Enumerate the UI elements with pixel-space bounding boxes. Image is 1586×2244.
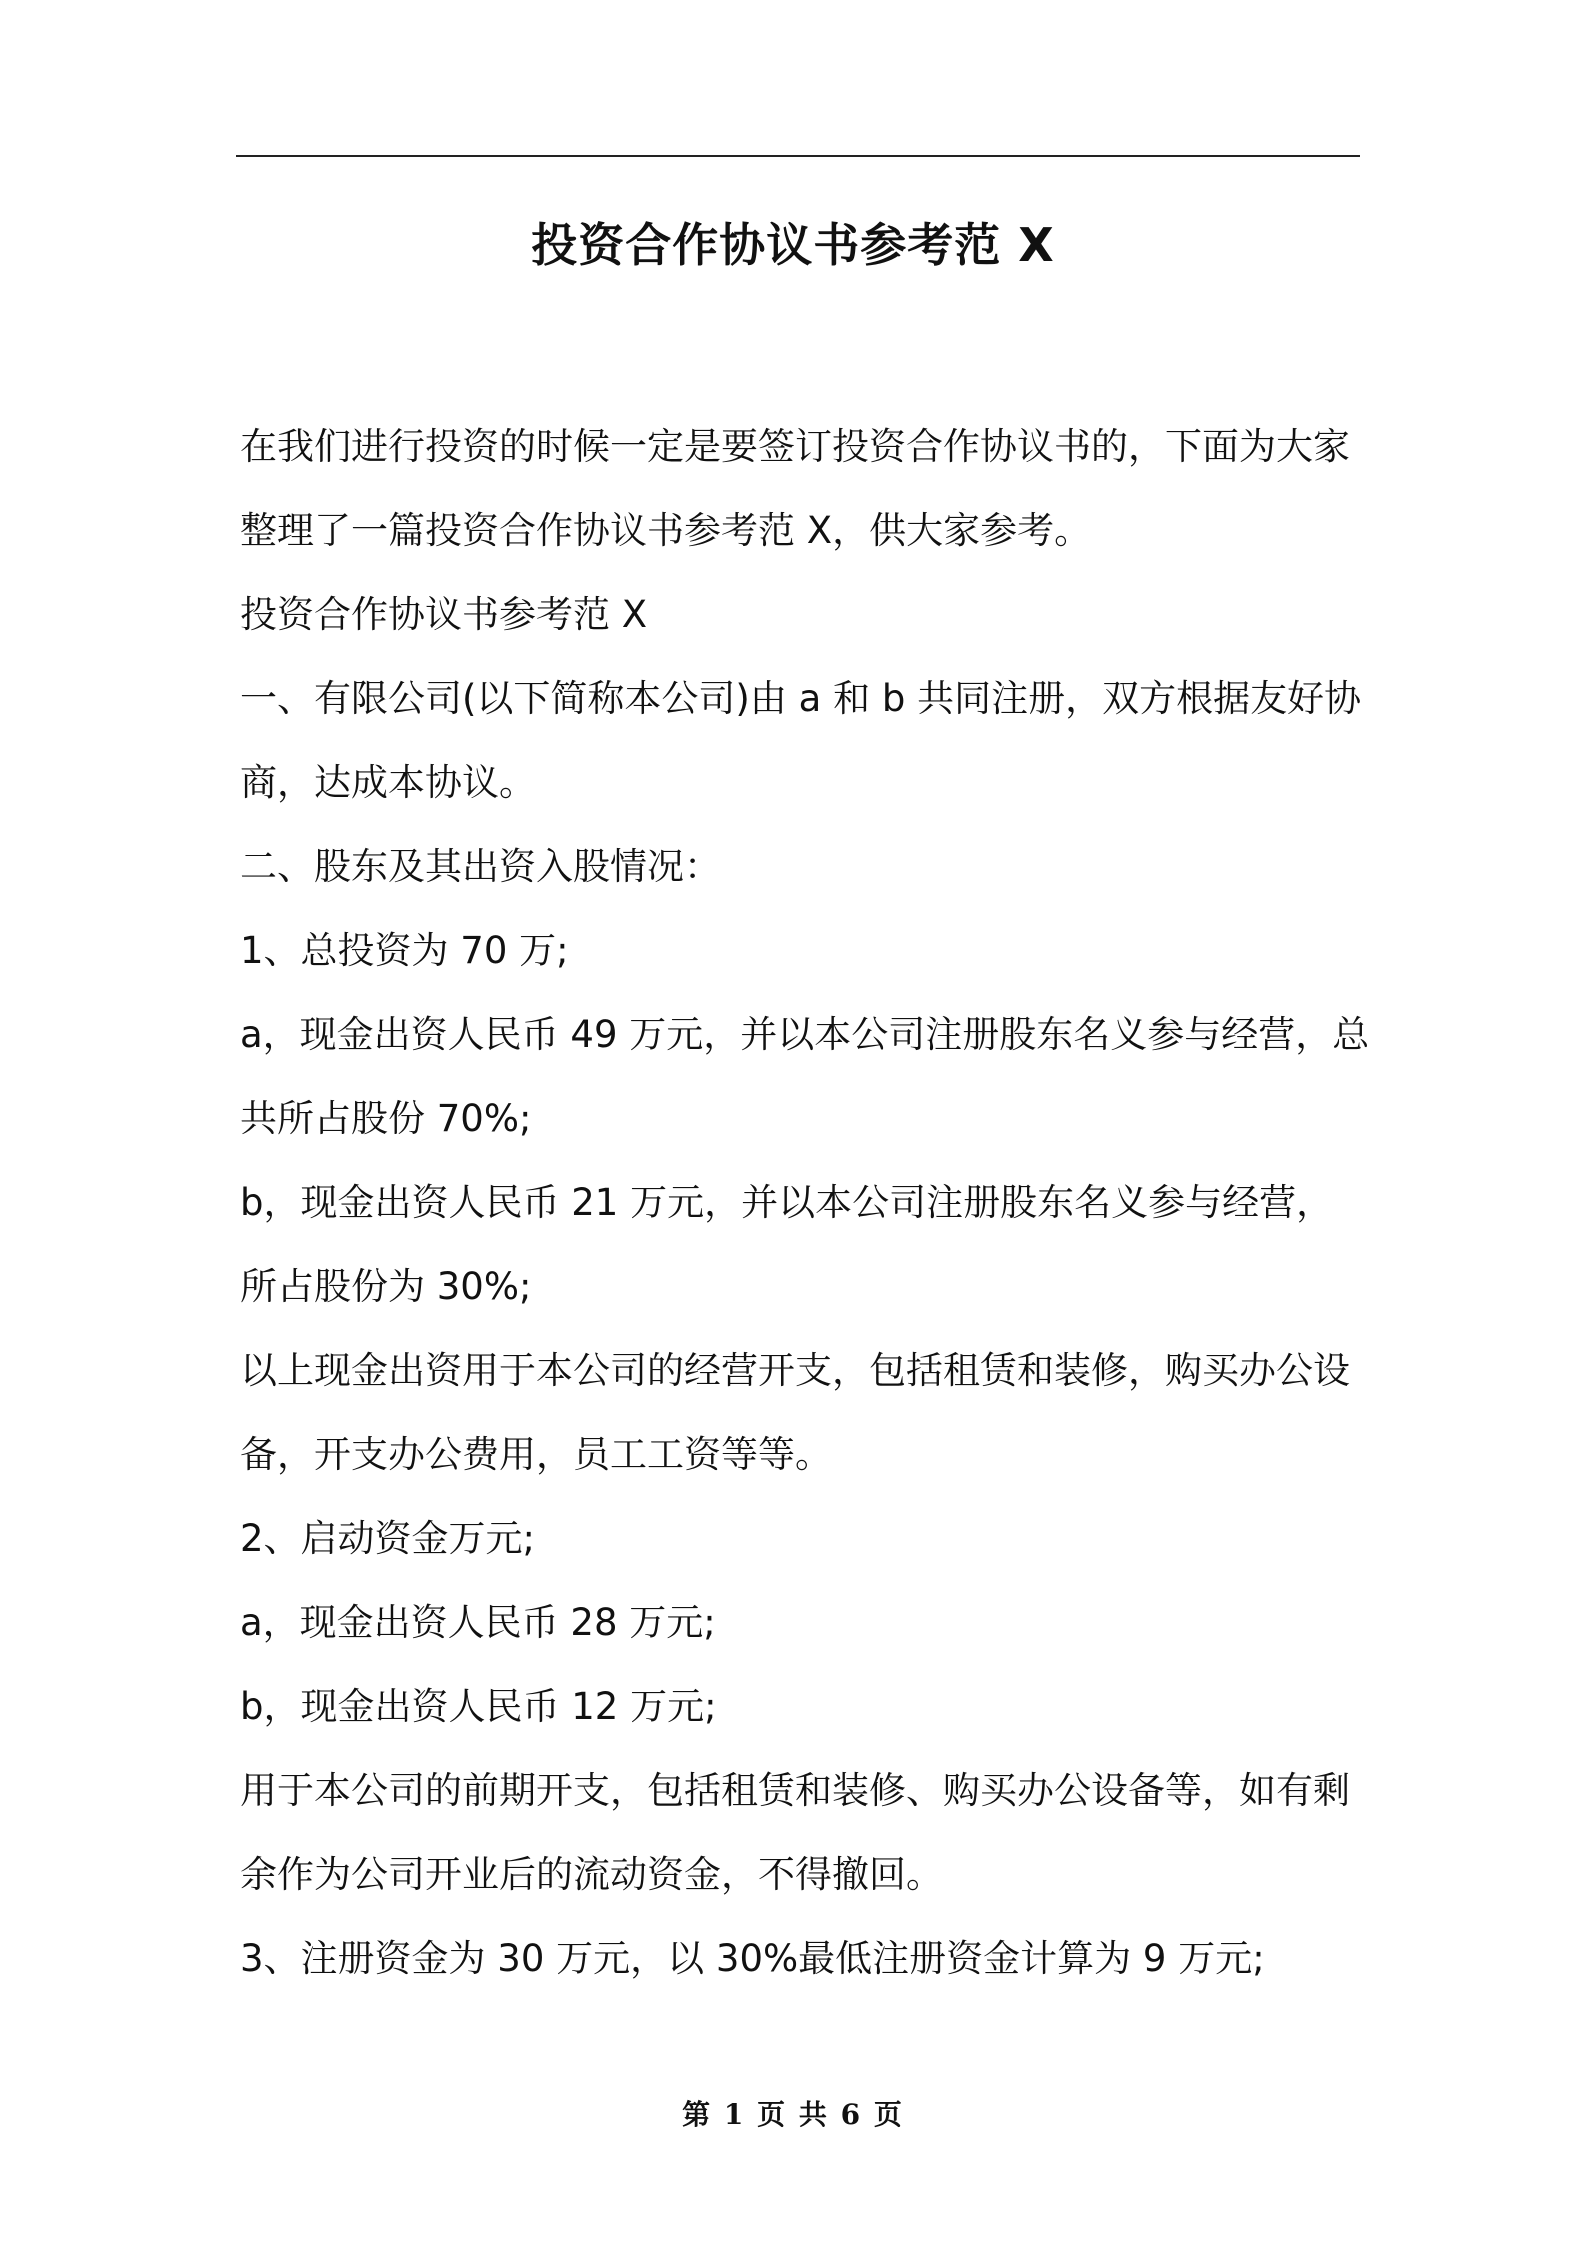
paragraph: 以上现金出资用于本公司的经营开支，包括租赁和装修，购买办公设备，开支办公费用，员工工资等等。 <box>240 1349 1350 1476</box>
page-footer: 第 1 页 共 6 页 <box>682 2098 904 2131</box>
paragraph: 二、股东及其出资入股情况： <box>240 845 721 888</box>
paragraph: 1、总投资为 70 万; <box>240 929 569 972</box>
paragraph: 在我们进行投资的时候一定是要签订投资合作协议书的，下面为大家整理了一篇投资合作协议书参考范 X，供大家参考。 <box>240 425 1350 552</box>
paragraph: 一、有限公司(以下简称本公司)由 a 和 b 共同注册，双方根据友好协商，达成本协议。 <box>240 677 1362 804</box>
paragraph: b，现金出资人民币 12 万元; <box>240 1685 717 1728</box>
paragraph: 2、启动资金万元; <box>240 1517 536 1560</box>
paragraph: 投资合作协议书参考范 X <box>240 593 648 636</box>
paragraph: b，现金出资人民币 21 万元，并以本公司注册股东名义参与经营，所占股份为 30%; <box>240 1181 1334 1308</box>
document-body <box>240 405 1370 2001</box>
paragraph: a，现金出资人民币 49 万元，并以本公司注册股东名义参与经营，总共所占股份 70%; <box>240 1013 1370 1140</box>
paragraph: 用于本公司的前期开支，包括租赁和装修、购买办公设备等，如有剩余作为公司开业后的流动资金，不得撤回。 <box>240 1769 1350 1896</box>
paragraph: a，现金出资人民币 28 万元; <box>240 1601 716 1644</box>
header-rule <box>236 155 1360 157</box>
document-title: 投资合作协议书参考范 X <box>531 218 1055 272</box>
paragraph: 3、注册资金为 30 万元，以 30%最低注册资金计算为 9 万元; <box>240 1937 1265 1980</box>
